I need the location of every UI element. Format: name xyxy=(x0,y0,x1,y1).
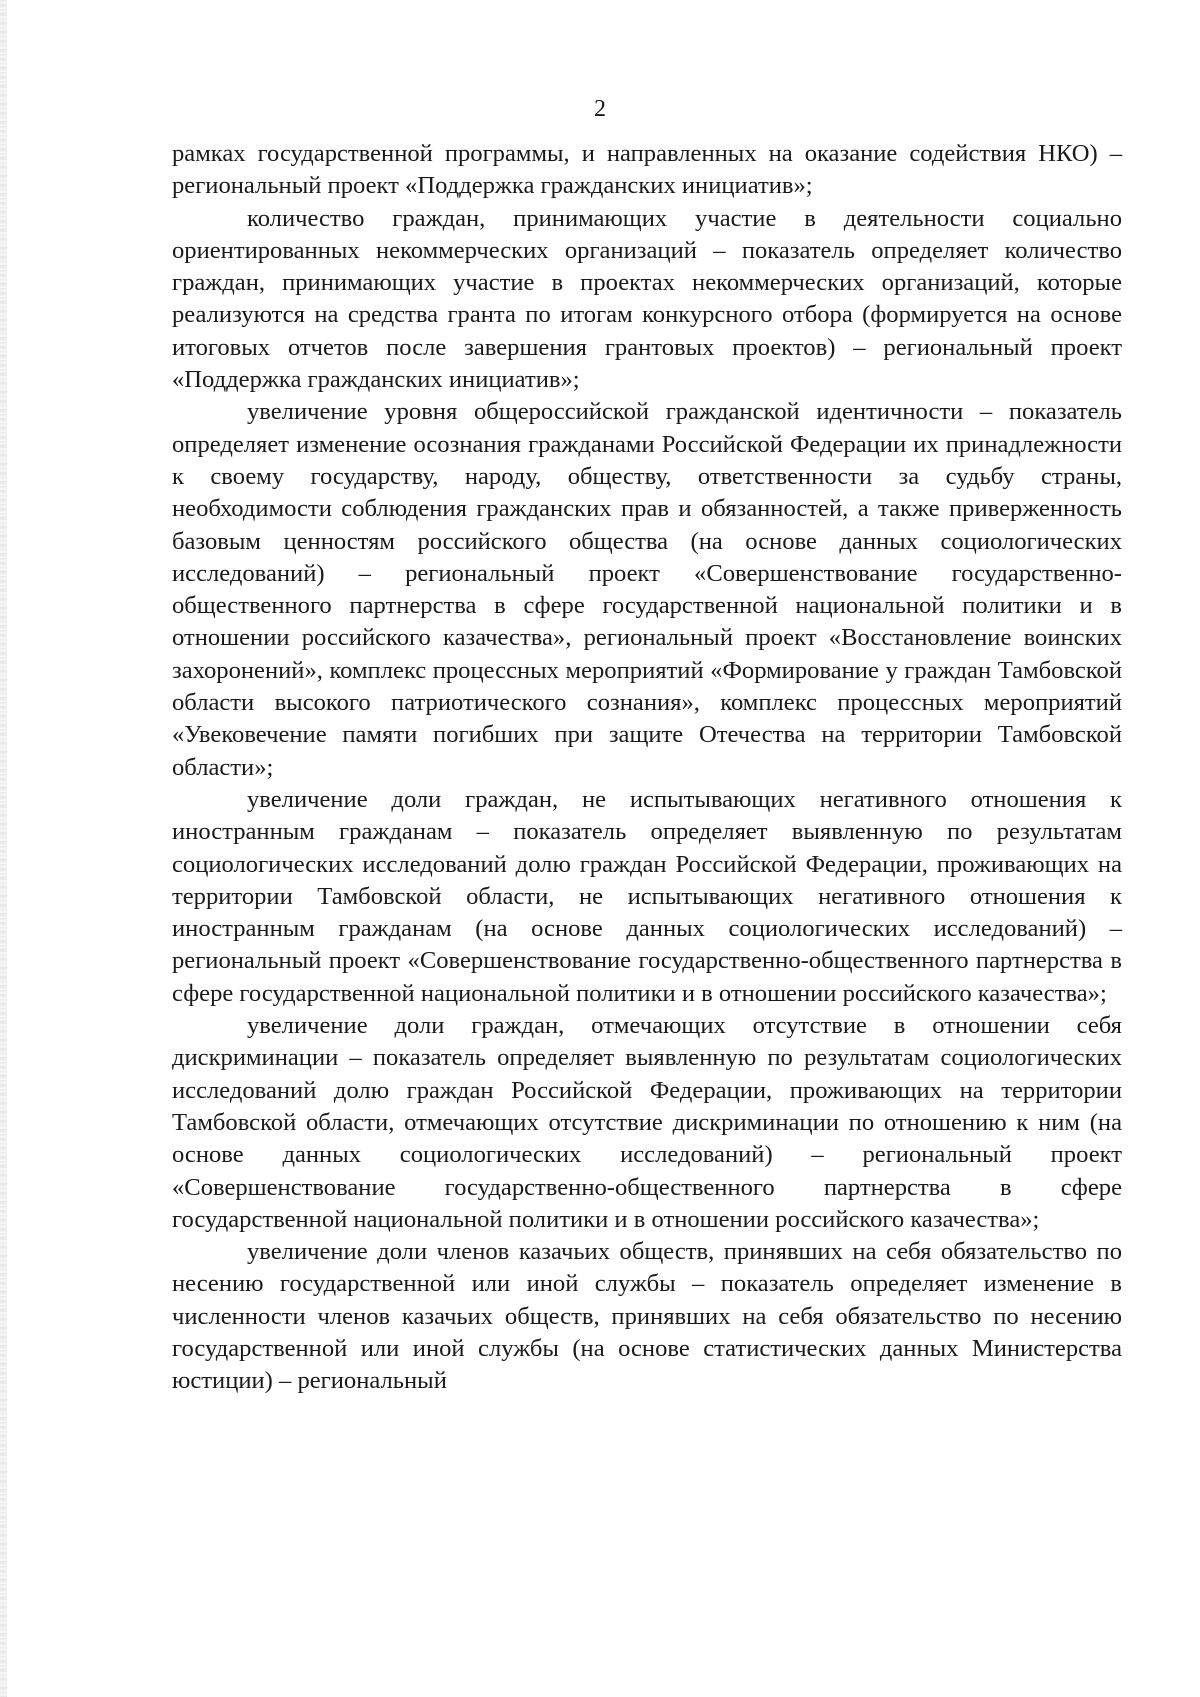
scan-edge-artifact xyxy=(0,0,7,1697)
paragraph-discrimination: увеличение доли граждан, отмечающих отсутствие в отношении себя дискриминации – показатель определяет выявленную по результатам социологических исследований долю граждан Российской Федерации, проживающих на территории Тамбовской области, отмечающих отсутствие дискриминации по отношению к ним (на основе данных социологических исследований) – региональный проект «Совершенствование государственно-общественного партнерства в сфере государственной национальной политики и в отношении российского казачества»; xyxy=(172,1012,1122,1233)
paragraph-cossack-service: увеличение доли членов казачьих обществ, принявших на себя обязательство по несению государственной или иной службы – показатель определяет изменение в численности членов казачьих обществ, принявших на себя обязательство по несению государственной или иной службы (на основе статистических данных Министерства юстиции) – региональный xyxy=(172,1238,1122,1395)
paragraph-civic-identity: увеличение уровня общероссийской гражданской идентичности – показатель определяет изменение осознания гражданами Российской Федерации их принадлежности к своему государству, народу, обществу, ответственности за судьбу страны, необходимости соблюдения гражданских прав и обязанностей, а также приверженность базовым ценностям российского общества (на основе данных социологических исследований) – региональный проект «Совершенствование государственно-общественного партнерства в сфере государственной национальной политики и в отношении российского казачества», региональный проект «Восстановление воинских захоронений», комплекс процессных мероприятий «Формирование у граждан Тамбовской области высокого патриотического сознания», комплекс процессных мероприятий «Увековечение памяти погибших при защите Отечества на территории Тамбовской области»; xyxy=(172,398,1122,781)
page-number: 2 xyxy=(594,96,606,122)
paragraph-continuation: рамках государственной программы, и направленных на оказание содействия НКО) – региональный проект «Поддержка гражданских инициатив»; xyxy=(172,140,1122,200)
paragraph-attitude-foreigners: увеличение доли граждан, не испытывающих негативного отношения к иностранным гражданам – показатель определяет выявленную по результатам социологических исследований долю граждан Российской Федерации, проживающих на территории Тамбовской области, не испытывающих негативного отношения к иностранным гражданам (на основе данных социологических исследований) – региональный проект «Совершенствование государственно-общественного партнерства в сфере государственной национальной политики и в отношении российского казачества»; xyxy=(172,785,1122,1007)
paragraph-ngo-participants: количество граждан, принимающих участие в деятельности социально ориентированных некоммерческих организаций – показатель определяет количество граждан, принимающих участие в проектах некоммерческих организаций, которые реализуются на средства гранта по итогам конкурсного отбора (формируется на основе итоговых отчетов после завершения грантовых проектов) – региональный проект «Поддержка гражданских инициатив»; xyxy=(172,204,1122,394)
document-body xyxy=(172,138,1122,1398)
